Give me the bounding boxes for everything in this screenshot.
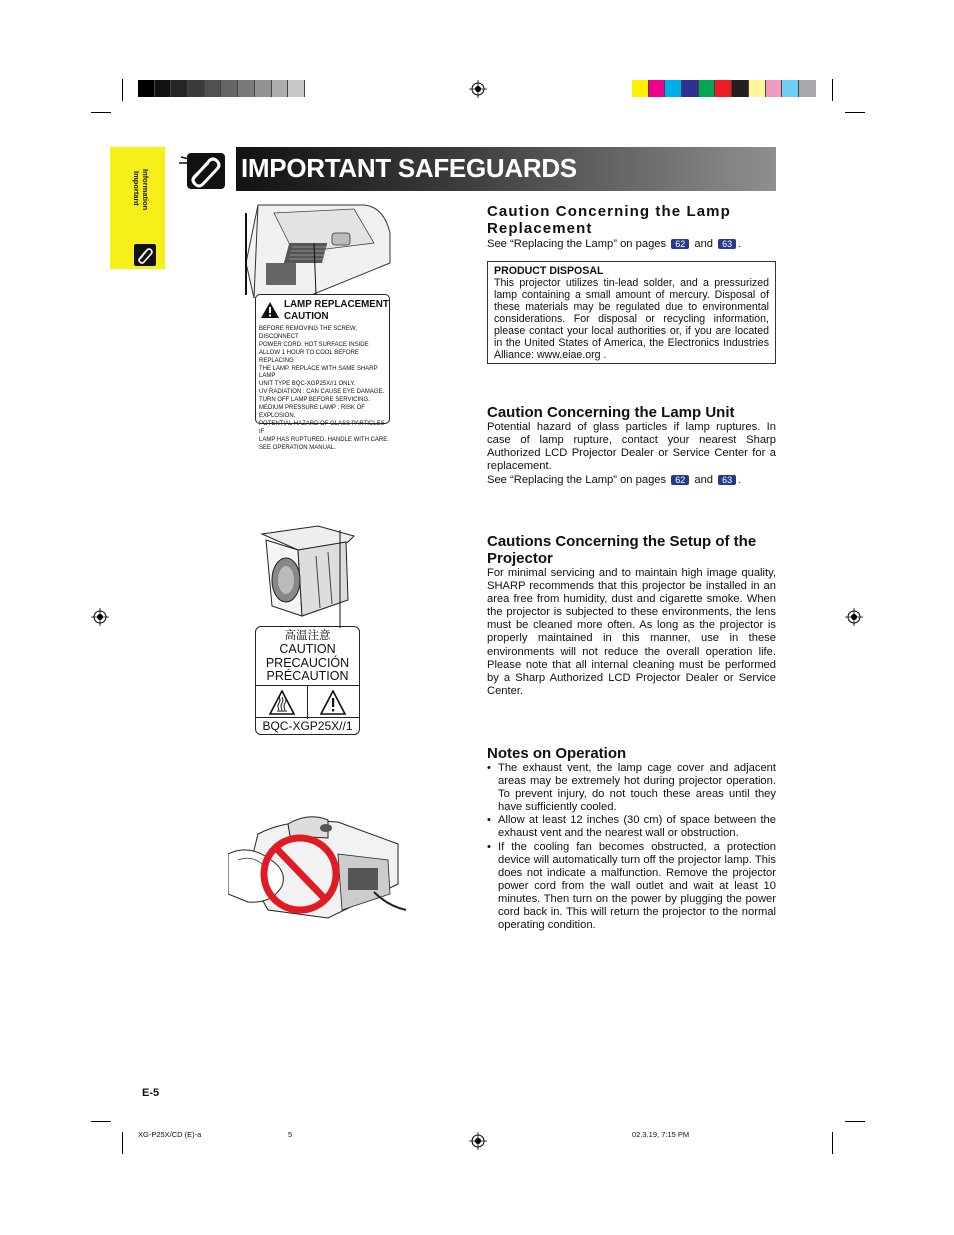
operation-bullet-list [487,762,776,932]
section-setup [487,533,776,698]
color-swatch [682,80,699,97]
color-swatch [699,80,716,97]
section-body: Potential hazard of glass particles if lamp ruptures. In case of lamp rupture, contact your nearest Sharp Authorized LCD Projector Dealer or Service Center for a replacement. [487,421,776,473]
product-disposal-heading: PRODUCT DISPOSAL [494,265,604,277]
crop-mark [91,1121,111,1122]
grayscale-color-bar [138,80,322,97]
color-swatch [715,80,732,97]
color-swatch [782,80,799,97]
list-item: • Allow at least 12 inches (30 cm) of space between the exhaust vent and the nearest wall or obstruction. [487,814,776,840]
registration-mark-icon [845,608,863,626]
crop-mark [845,1121,865,1122]
caution-tag-divider [307,686,308,719]
lamp-label-line: POTENTIAL HAZARD OF GLASS PARTICLES IF [259,420,385,435]
crop-mark [122,1132,123,1154]
product-disposal-box [487,261,776,364]
color-swatch [138,80,155,97]
lamp-label-line: POWER CORD. HOT SURFACE INSIDE [259,341,369,348]
hot-surface-icon [269,690,295,715]
side-tab-label [120,169,164,229]
product-disposal-body: This projector utilizes tin-lead solder, and a pressurized lamp containing a small amount of mercury. Disposal of these materials may be regulated due to environmental considerations. For disposal or recycling information, please contact your local authorities or, if you are located in the United States of America, the Electronics Industries Alliance: www.eiae.org . [494,277,769,361]
side-tab-line1: Important [132,171,141,206]
lamp-label-body [259,326,391,453]
lamp-replacement-caution-label [255,294,390,451]
lamp-label-line: MEDIUM PRESSURE LAMP : RISK OF EXPLOSION. [259,405,365,419]
page-reference-badge[interactable]: 63 [718,239,736,249]
section-heading: Caution Concerning the Lamp Unit [487,404,735,421]
crop-mark [122,79,123,101]
color-swatch [155,80,172,97]
caution-tag-cjk: 高温注意 [284,630,331,642]
color-swatch [732,80,749,97]
color-swatch [799,80,816,97]
side-tab [110,147,165,269]
paperclip-icon [134,244,156,266]
color-swatch [205,80,222,97]
page-reference-badge[interactable]: 63 [718,475,736,485]
page-reference-badge[interactable]: 62 [671,475,689,485]
page-number: E-5 [142,1087,160,1099]
projector-top-illustration [244,203,394,298]
section-heading: Cautions Concerning the Setup of the Projector [487,533,757,567]
color-swatch [665,80,682,97]
crop-mark [845,112,865,113]
caution-tag-line1: CAUTION [279,642,336,657]
see-text: See “Replacing the Lamp” on pages [487,238,667,250]
lamp-label-line: SEE OPERATION MANUAL. [259,444,336,451]
crop-mark [832,1132,833,1154]
page-title: IMPORTANT SAFEGUARDS [241,153,577,183]
list-item: • The exhaust vent, the lamp cage cover and adjacent areas may be extremely hot during projector operation. To prevent injury, do not touch these areas until they have sufficiently cooled. [487,762,776,814]
lamp-label-heading-line1: LAMP REPLACEMENT [284,299,389,310]
footer-timestamp: 02.3.19, 7:15 PM [632,1130,690,1139]
registration-mark-icon [469,80,487,98]
caution-tag-line3: PRÉCAUTION [266,668,349,683]
caution-tag-code: BQC-XGP25X//1 [262,719,353,733]
section-body: For minimal servicing and to maintain high image quality, SHARP recommends that this projector be installed in an area free from humidity, dust and cigarette smoke. When the projector is subjected to these environments, the lens must be cleaned more often. As long as the projector is properly maintained in this manner, use in these environments will not reduce the overall operation life. Please note that all internal cleaning must be performed by a Sharp Authorized LCD Projector Dealer or Service Center. [487,567,776,697]
section-heading: Caution Concerning the Lamp Replacement [487,203,731,237]
caution-tag-icons [256,685,359,718]
color-swatch [238,80,255,97]
and-text: and [694,238,714,250]
title-bar [236,147,776,191]
crop-mark [91,112,111,113]
color-swatch [188,80,205,97]
color-swatch [272,80,289,97]
color-swatch [255,80,272,97]
section-heading: Notes on Operation [487,745,627,762]
color-swatch [632,80,649,97]
color-swatch [221,80,238,97]
section-operation [487,745,776,932]
caution-tag-line2: PRECAUCIÓN [265,655,350,670]
color-swatch [288,80,305,97]
color-swatch [649,80,666,97]
footer-filename: XG-P25X/CD (E)-a [138,1130,202,1139]
period-text: . [738,238,742,250]
registration-mark-icon [469,1132,487,1150]
side-tab-line2: Information [141,169,150,211]
list-item: • If the cooling fan becomes obstructed, a protection device will automatically turn off the projector lamp. This does not indicate a malfunction. Remove the projector power cord from the wall outlet and wait at least 10 minutes. Then turn on the power by plugging the power cord back in. This will return the projector to the normal operating condition. [487,841,776,933]
section-lamp-replacement [487,203,776,251]
lamp-label-line: UNIT TYPE BQC-XGP25X//1 ONLY. [259,381,356,388]
section-see-line [487,238,776,251]
lamp-caution-tag [255,626,360,735]
lamp-label-line: TURN OFF LAMP BEFORE SERVICING. [259,397,370,404]
registration-mark-icon [91,608,109,626]
lamp-label-line: LAMP HAS RUPTURED. HANDLE WITH CARE. [259,436,389,443]
cmyk-color-bar [632,80,816,97]
section-see-line [487,474,776,487]
page-reference-badge[interactable]: 62 [671,239,689,249]
lamp-label-line: THE LAMP. REPLACE WITH SAME SHARP LAMP [259,365,378,380]
section-lamp-unit [487,404,776,487]
see-text: See “Replacing the Lamp” on pages [487,474,667,487]
lamp-label-line: BEFORE REMOVING THE SCREW, DISCONNECT [259,326,357,340]
and-text: and [694,474,714,487]
warning-triangle-icon [260,301,280,319]
no-touch-illustration [228,814,408,920]
lamp-label-line: ALLOW 1 HOUR TO COOL BEFORE REPLACING [259,349,359,364]
paperclip-icon [179,149,227,191]
color-swatch [766,80,783,97]
color-swatch [305,80,322,97]
lamp-label-heading [284,299,389,323]
lamp-label-heading-line2: CAUTION [284,311,329,322]
crop-mark [832,79,833,101]
footer-sheet-number: 5 [288,1130,293,1139]
period-text: . [738,474,742,487]
lamp-unit-illustration [258,520,362,628]
lamp-label-line: UV RADIATION : CAN CAUSE EYE DAMAGE. [259,389,385,396]
warning-triangle-icon [320,690,346,715]
color-swatch [749,80,766,97]
color-swatch [171,80,188,97]
